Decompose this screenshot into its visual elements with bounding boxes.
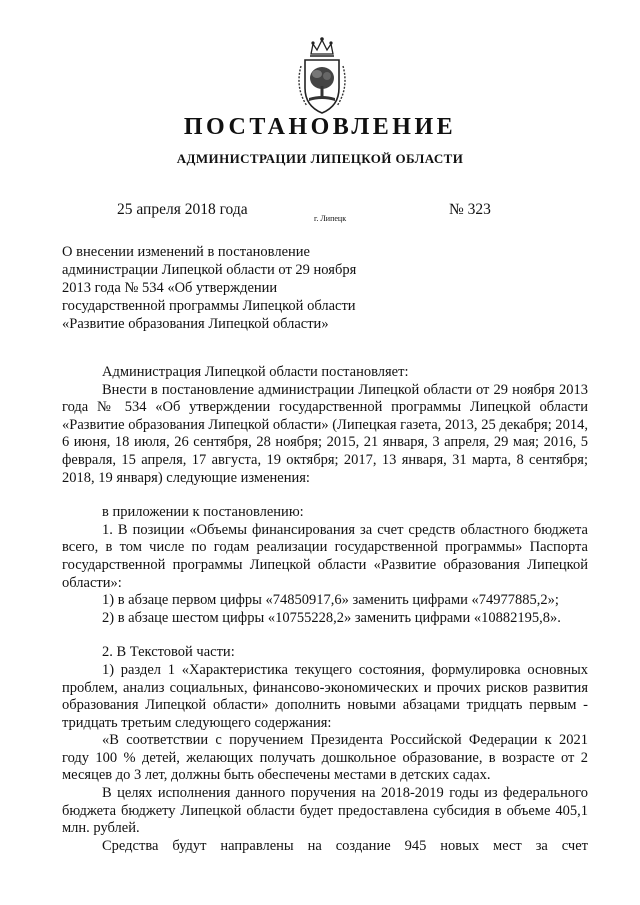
body-paragraph: в приложении к постановлению:	[102, 504, 304, 521]
document-number: № 323	[449, 201, 491, 218]
body-paragraph: В целях исполнения данного поручения на 2018-2019 годы из федерального бюджета бюджету Липецкой области будет предоставлена субсидия в объеме 405,1 млн. рублей.	[62, 785, 588, 837]
coat-of-arms-emblem	[293, 36, 351, 116]
document-date: 25 апреля 2018 года	[117, 201, 248, 218]
document-issuer: АДМИНИСТРАЦИИ ЛИПЕЦКОЙ ОБЛАСТИ	[176, 151, 464, 166]
subject-line: О внесении изменений в постановление	[62, 244, 310, 260]
body-paragraph: 1. В позиции «Объемы финансирования за счет средств областного бюджета всего, в том числе по годам реализации государственной программы» Паспорта государственной программы Липецкой области «Развитие образования Липецкой области»:	[62, 521, 588, 591]
document-body	[62, 364, 588, 855]
subject-line: государственной программы Липецкой области	[62, 298, 356, 314]
subject-line: «Развитие образования Липецкой области»	[62, 316, 329, 332]
subject-line: администрации Липецкой области от 29 ноября	[62, 262, 357, 278]
body-paragraph: 2) в абзаце шестом цифры «10755228,2» заменить цифрами «10882195,8».	[102, 609, 561, 626]
subject-line: 2013 года № 534 «Об утверждении	[62, 280, 278, 296]
body-paragraph: Администрация Липецкой области постановляет:	[102, 364, 409, 380]
body-paragraph: 1) в абзаце первом цифры «74850917,6» заменить цифрами «74977885,2»;	[102, 592, 559, 609]
document-city: г. Липецк	[314, 214, 347, 223]
document-title: ПОСТАНОВЛЕНИЕ	[183, 114, 457, 140]
document-subject	[62, 243, 392, 333]
body-paragraph: «В соответствии с поручением Президента Российской Федерации к 2021 году 100 % детей, желающих получать дошкольное образование, в возрасте от 2 месяцев до 3 лет, должны быть обеспечены местами в детских садах.	[62, 732, 588, 784]
body-paragraph: 2. В Текстовой части:	[102, 644, 235, 661]
body-paragraph: 1) раздел 1 «Характеристика текущего состояния, формулировка основных проблем, анализ социальных, финансово-экономических и прочих рисков развития образования Липецкой области» дополнить новыми абзацами тридцать первым - тридцать третьим следующего содержания:	[62, 661, 588, 731]
body-paragraph: Внести в постановление администрации Липецкой области от 29 ноября 2013 года № 534 «Об утверждении государственной программы Липецкой области «Развитие образования Липецкой области» (Липецкая газета, 2013, 25 декабря; 2014, 6 июня, 18 июля, 26 сентября, 28 ноября; 2015, 21 января, 3 апреля, 29 мая; 2016, 5 февраля, 15 апреля, 17 августа, 19 октября; 2017, 13 января, 31 марта, 8 сентября; 2018, 19 января) следующие изменения:	[62, 381, 588, 486]
body-paragraph: Средства будут направлены на создание 945 новых мест за счет	[102, 837, 588, 854]
